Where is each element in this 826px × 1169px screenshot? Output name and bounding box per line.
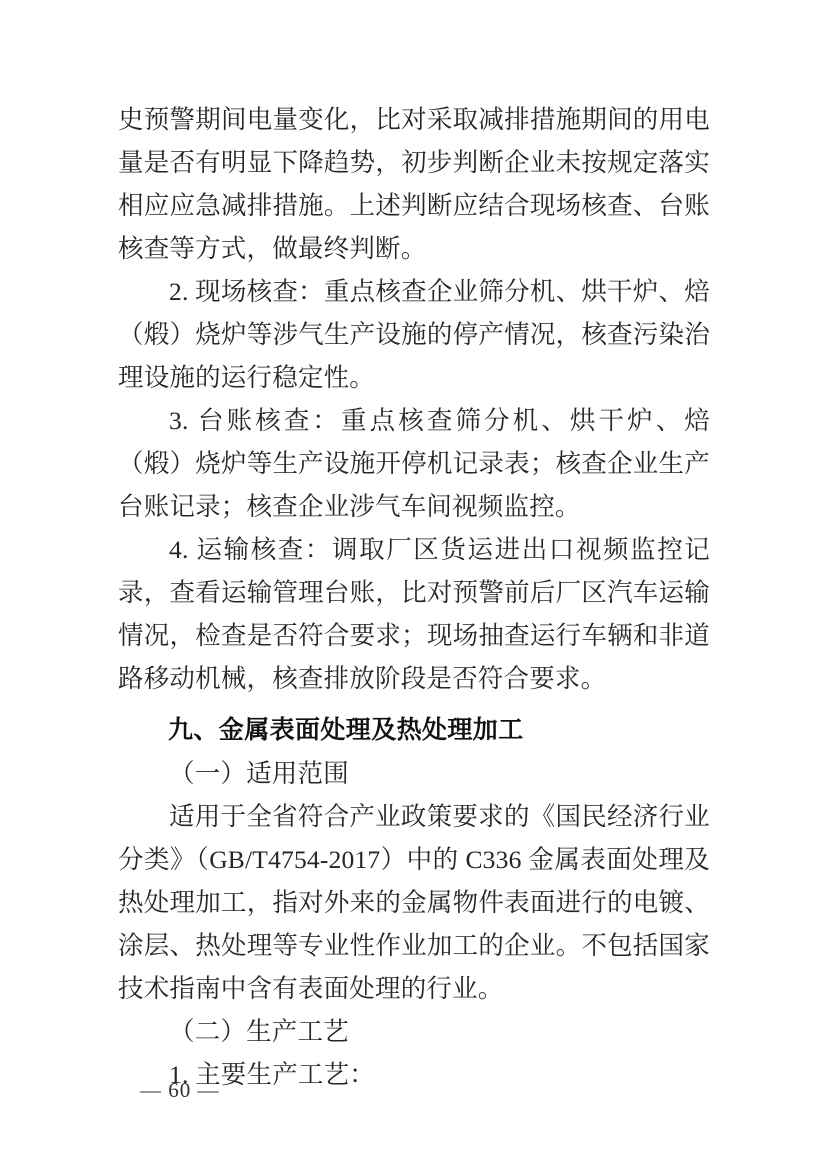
page-number-footer: — 60 — [140, 1078, 220, 1102]
paragraph-continued: 史预警期间电量变化，比对采取减排措施期间的用电量是否有明显下降趋势，初步判断企业未按规定落实相应应急减排措施。上述判断应结合现场核查、台账核查等方式，做最终判断。 [118, 105, 710, 263]
subsection-one-body-text: 适用于全省符合产业政策要求的《国民经济行业分类》（GB/T4754-2017）中的 C336 金属表面处理及热处理加工，指对外来的金属物件表面进行的电镀、涂层、热处理等专业性作业加工的企业。不包括国家技术指南中含有表面处理的行业。 [118, 802, 710, 1003]
subsection-heading-one: （一）适用范围 [169, 759, 349, 788]
section-heading-nine: 九、金属表面处理及热处理加工 [168, 716, 524, 744]
page-content [118, 98, 710, 1096]
list-item-4-transport-check: 4. 运输核查：调取厂区货运进出口视频监控记录，查看运输管理台账，比对预警前后厂区汽车运输情况，检查是否符合要求；现场抽查运行车辆和非道路移动机械，核查排放阶段是否符合要求。 [118, 535, 710, 693]
list-item-3-ledger-check: 3. 台账核查：重点核查筛分机、烘干炉、焙（煅）烧炉等生产设施开停机记录表；核查企业生产台账记录；核查企业涉气车间视频监控。 [118, 406, 710, 521]
heading-spacer [118, 700, 710, 709]
subsection-heading-two: （二）生产工艺 [169, 1017, 349, 1046]
list-item-1-main-process: 1. 主要生产工艺： [169, 1060, 376, 1089]
list-item-2-onsite-check: 2. 现场核查：重点核查企业筛分机、烘干炉、焙（煅）烧炉等涉气生产设施的停产情况，核查污染治理设施的运行稳定性。 [118, 277, 710, 392]
